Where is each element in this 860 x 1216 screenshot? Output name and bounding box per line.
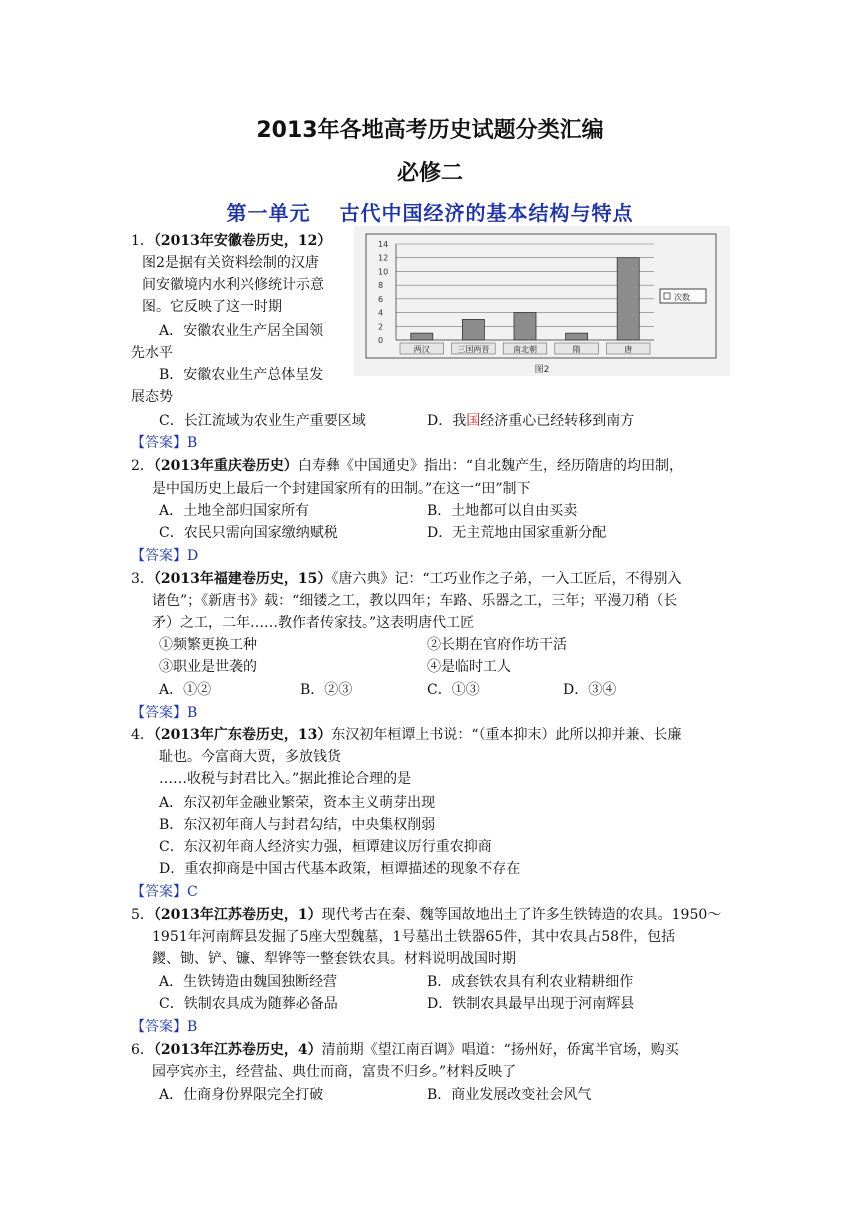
question-4-answer [131, 881, 198, 901]
question-text: 清前期《望江南百调》唱道：“扬州好，侨寓半官场，购买 [321, 1042, 679, 1058]
question-4-option-d: D．重农抑商是中国古代基本政策，桓谭描述的现象不存在 [159, 861, 521, 877]
question-1-stem-2: 图2是据有关资料绘制的汉唐 [142, 255, 319, 271]
chart-x-ticks [400, 343, 650, 354]
question-text: 现代考古在秦、魏等国故地出土了许多生铁铸造的农具。1950～ [321, 907, 722, 923]
question-source: （2013年广东卷历史，13） [153, 727, 332, 743]
answer-tag: 【答案】 [131, 1019, 187, 1035]
y-tick-label: 0 [378, 336, 384, 345]
question-5-option-b: B．成套铁农具有利农业精耕细作 [427, 974, 634, 990]
irrigation-bar-chart [354, 226, 730, 376]
legend-swatch [664, 293, 670, 299]
option-d-suffix: 经济重心已经转移到南方 [480, 413, 635, 429]
question-5-option-c: C．铁制农具成为随葬必备品 [159, 996, 338, 1012]
question-3-statement-1: ①频繁更换工种 [159, 637, 257, 653]
question-1-option-c: C．长江流域为农业生产重要区域 [159, 413, 366, 429]
question-5-stem-1 [131, 904, 721, 924]
question-5-option-d: D．铁制农具最早出现于河南辉县 [427, 996, 635, 1012]
answer-value: B [187, 1019, 198, 1035]
x-tick-label: 隋 [572, 345, 581, 354]
question-1-option-a-cont: 先水平 [131, 345, 173, 361]
question-text: 白寿彝《中国通史》指出：“自北魏产生，经历隋唐的均田制， [297, 458, 684, 474]
question-number: 1． [131, 233, 154, 249]
bar [566, 333, 588, 340]
question-1-answer [131, 432, 197, 452]
y-tick-label: 14 [378, 240, 389, 249]
question-3-option-c: C．①③ [427, 682, 480, 698]
question-source: （2013年江苏卷历史，4） [153, 1042, 322, 1058]
question-3-option-a: A．①② [159, 682, 212, 698]
answer-tag: 【答案】 [131, 435, 187, 451]
question-3-statement-4: ④是临时工人 [427, 659, 511, 675]
question-5-stem-3: 鑁、锄、铲、镰、犁铧等一整套铁农具。材料说明战国时期 [152, 951, 516, 967]
question-1-stem-1 [131, 230, 331, 250]
question-source: （2013年江苏卷历史，1） [153, 907, 322, 923]
question-2-stem-2: 是中国历史上最后一个封建国家所有的田制。”在这一“田”制下 [152, 481, 531, 497]
y-tick-label: 8 [378, 281, 384, 291]
question-number: 6． [131, 1042, 154, 1058]
question-3-statement-3: ③职业是世袭的 [159, 659, 257, 675]
question-6-stem-1 [131, 1039, 679, 1059]
question-3-statement-2: ②长期在官府作坊干活 [427, 637, 567, 653]
answer-tag: 【答案】 [131, 548, 187, 564]
question-5-option-a: A．生铁铸造由魏国独断经营 [159, 974, 338, 990]
bar [514, 313, 536, 340]
question-5-answer [131, 1016, 197, 1036]
question-1-option-a: A．安徽农业生产居全国领 [159, 323, 324, 339]
question-3-option-b: B．②③ [300, 682, 353, 698]
question-2-option-c: C．农民只需向国家缴纳赋税 [159, 525, 338, 541]
question-4-stem-3: ……收税与封君比入。”据此推论合理的是 [159, 771, 412, 787]
question-3-answer [131, 702, 197, 722]
question-6-option-a: A．仕商身份界限完全打破 [159, 1087, 324, 1103]
question-1-option-b: B．安徽农业生产总体呈发 [159, 367, 324, 383]
legend-label: 次数 [674, 293, 690, 302]
answer-tag: 【答案】 [131, 705, 187, 721]
question-4-option-b: B．东汉初年商人与封君勾结，中央集权削弱 [159, 817, 436, 833]
question-source: （2013年重庆卷历史） [153, 458, 298, 474]
question-source: （2013年安徽卷历史，12） [153, 233, 332, 249]
question-6-option-b: B．商业发展改变社会风气 [427, 1087, 592, 1103]
question-2-option-d: D．无主荒地由国家重新分配 [427, 525, 607, 541]
question-3-stem-2: 诸色”；《新唐书》载：“细镂之工，教以四年；车路、乐器之工，三年；平漫刀稍（长 [152, 593, 678, 609]
question-source: （2013年福建卷历史，15） [153, 571, 332, 587]
question-4-option-a: A．东汉初年金融业繁荣，资本主义萌芽出现 [159, 795, 436, 811]
document-subtitle: 必修二 [396, 161, 463, 186]
option-d-prefix: D．我 [427, 413, 467, 429]
y-tick-label: 6 [378, 294, 384, 304]
question-1-option-d [427, 410, 634, 430]
x-tick-label: 三国两晋 [457, 345, 490, 354]
question-text: 《唐六典》记：“工巧业作之子弟，一入工匠后，不得别入 [331, 571, 682, 587]
question-number: 5． [131, 907, 154, 923]
question-4-stem-2: 耻也。今富商大贾，多放钱货 [159, 749, 341, 765]
question-number: 4． [131, 727, 154, 743]
question-number: 3． [131, 571, 154, 587]
answer-value: C [187, 884, 198, 900]
question-2-option-b: B．土地都可以自由买卖 [427, 503, 578, 519]
bar [462, 319, 484, 340]
question-3-stem-1 [131, 568, 682, 588]
x-tick-label: 唐 [624, 345, 633, 354]
y-tick-label: 10 [378, 267, 389, 277]
unit-heading: 第一单元 古代中国经济的基本结构与特点 [226, 201, 634, 225]
question-6-stem-2: 园亭宾亦主，经营盐、典仕而商，富贵不归乡。”材料反映了 [152, 1064, 517, 1080]
answer-value: B [187, 435, 198, 451]
answer-value: D [187, 548, 199, 564]
y-tick-label: 4 [378, 308, 384, 318]
question-number: 2． [131, 458, 154, 474]
question-2-answer [131, 545, 198, 565]
question-2-option-a: A．土地全部归国家所有 [159, 503, 310, 519]
document-title: 2013年各地高考历史试题分类汇编 [256, 118, 604, 143]
question-1-stem-4: 图。它反映了这一时期 [142, 299, 282, 315]
bar [617, 258, 639, 340]
question-4-stem-1 [131, 724, 682, 744]
bar [411, 333, 433, 340]
chart-legend [660, 289, 706, 303]
answer-tag: 【答案】 [131, 884, 187, 900]
question-1-option-b-cont: 展态势 [131, 389, 173, 405]
question-2-stem-1 [131, 455, 683, 475]
question-3-option-d: D．③④ [563, 682, 617, 698]
answer-value: B [187, 705, 198, 721]
question-text: 东汉初年桓谭上书说：“（重本抑末）此所以抑并兼、长廉 [331, 727, 682, 743]
x-tick-label: 南北朝 [513, 345, 537, 354]
question-3-stem-3: 矛）之工，二年……教作者传家技。”这表明唐代工匠 [152, 615, 475, 631]
question-1-stem-3: 间安徽境内水利兴修统计示意 [142, 277, 324, 293]
y-tick-label: 2 [378, 322, 384, 332]
question-5-stem-2: 1951年河南辉县发掘了5座大型魏墓，1号墓出土铁器65件，其中农具占58件，包括 [152, 929, 676, 945]
option-d-highlight: 国 [466, 413, 481, 429]
chart-caption: 图2 [534, 365, 550, 375]
y-tick-label: 12 [378, 253, 389, 263]
question-4-option-c: C．东汉初年商人经济实力强，桓谭建议厉行重农抑商 [159, 839, 492, 855]
x-tick-label: 两汉 [413, 345, 430, 354]
